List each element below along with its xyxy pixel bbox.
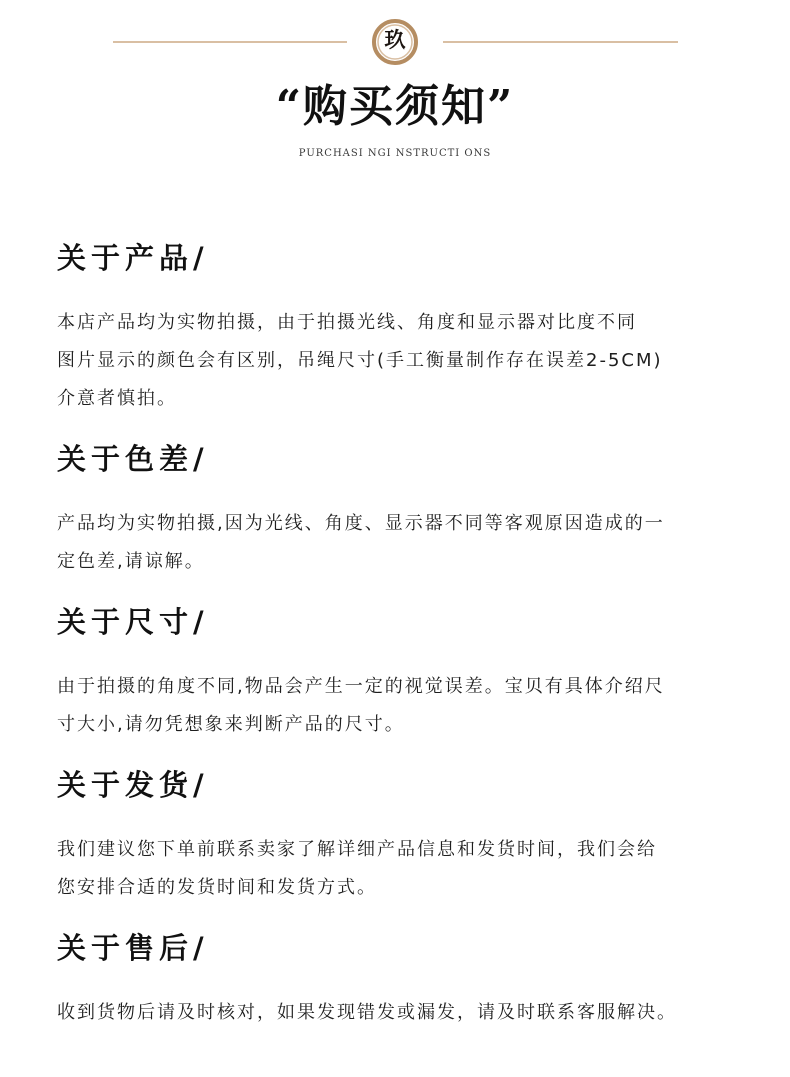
section-shipping: [57, 765, 757, 907]
body-line: 收到货物后请及时核对，如果发现错发或漏发，请及时联系客服解决。: [57, 1002, 677, 1023]
section-title-after-sales: 关于售后/: [57, 931, 209, 965]
body-line: 我们建议您下单前联系卖家了解详细产品信息和发货时间，我们会给: [57, 839, 657, 860]
section-product: [57, 238, 757, 418]
body-line: 定色差,请谅解。: [57, 551, 205, 572]
section-title-color-difference: 关于色差/: [57, 442, 209, 476]
section-body-product: [57, 304, 757, 418]
right-divider-line: [443, 41, 678, 43]
page-title: “购买须知”: [275, 81, 515, 132]
seal-character: 玖: [384, 27, 406, 52]
section-body-shipping: [57, 831, 757, 907]
section-body-size: [57, 668, 757, 744]
section-title-size: 关于尺寸/: [57, 605, 209, 639]
section-after-sales: [57, 928, 757, 1032]
body-line: 您安排合适的发货时间和发货方式。: [57, 877, 377, 898]
section-size: [57, 602, 757, 744]
page-subtitle: PURCHASI NGI NSTRUCTI ONS: [298, 148, 492, 159]
body-line: 本店产品均为实物拍摄，由于拍摄光线、角度和显示器对比度不同: [57, 312, 637, 333]
left-divider-line: [113, 41, 347, 43]
section-title-shipping: 关于发货/: [57, 768, 209, 802]
section-body-after-sales: [57, 994, 757, 1032]
body-line: 产品均为实物拍摄,因为光线、角度、显示器不同等客观原因造成的一: [57, 513, 665, 534]
section-color-difference: [57, 439, 757, 581]
body-line: 寸大小,请勿凭想象来判断产品的尺寸。: [57, 714, 405, 735]
body-line: 介意者慎拍。: [57, 388, 177, 409]
section-title-product: 关于产品/: [57, 241, 209, 275]
header: [0, 0, 790, 170]
seal-logo: [371, 18, 419, 66]
section-body-color-difference: [57, 505, 757, 581]
body-line: 由于拍摄的角度不同,物品会产生一定的视觉误差。宝贝有具体介绍尺: [57, 676, 665, 697]
body-line: 图片显示的颜色会有区别，吊绳尺寸(手工衡量制作存在误差2-5CM): [57, 350, 663, 371]
